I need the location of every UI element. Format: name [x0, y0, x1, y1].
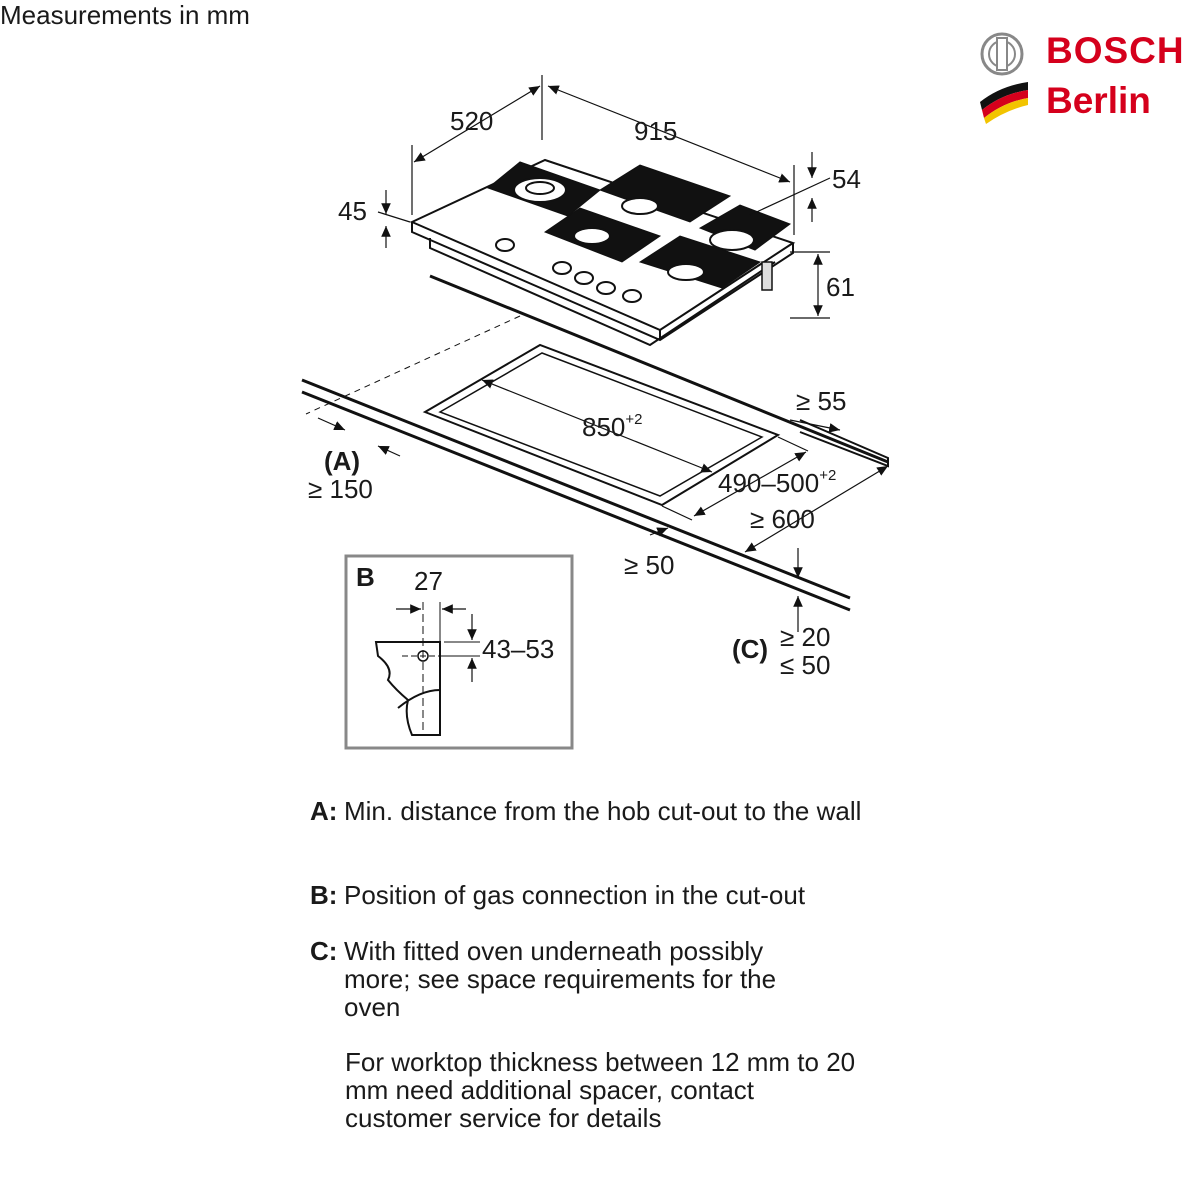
legend-item-c [310, 937, 870, 1021]
inset-b-height: 43–53 [482, 634, 555, 664]
dim-depth: 520 [450, 106, 494, 136]
dim-wall-clearance: ≥ 150 [308, 474, 373, 504]
dim-wall-label: (A) [324, 446, 361, 476]
legend-text: With fitted oven underneath possibly more; see space requirements for the oven [344, 936, 777, 1022]
inset-b-label: B [356, 562, 375, 592]
logo-brand-text: BOSCH [1046, 30, 1185, 71]
legend-text: Min. distance from the hob cut-out to the wall [344, 796, 862, 826]
dim-plate-thickness: 45 [338, 196, 367, 226]
dim-cutout-width: $850^{+2}$ [582, 411, 643, 442]
burner-right [710, 230, 754, 250]
control-knob [496, 239, 514, 251]
burner-middle [574, 228, 610, 244]
control-knob [623, 290, 641, 302]
legend-item-b [310, 881, 870, 909]
legend-key: B: [310, 880, 338, 910]
gas-pipe [762, 262, 772, 290]
dim-c-min: ≥ 20 [780, 622, 831, 652]
control-knob [575, 272, 593, 284]
dim-front-clearance: ≥ 50 [624, 550, 675, 580]
hob-unit [412, 160, 793, 345]
page-title: Measurements in mm [0, 0, 250, 30]
dim-under-height: 61 [826, 272, 855, 302]
dim-top-height: 54 [832, 164, 861, 194]
legend-key: C: [310, 936, 338, 966]
burner-front [668, 264, 704, 280]
dim-c-max: ≤ 50 [780, 650, 831, 680]
legend-text: Position of gas connection in the cut-out [344, 880, 806, 910]
inset-b-width: 27 [414, 566, 443, 596]
dim-c-label: (C) [732, 634, 769, 664]
spacer-note: For worktop thickness between 12 mm to 20 mm need additional spacer, contact customer service for details [345, 1047, 856, 1133]
control-knob [553, 262, 571, 274]
legend-key: A: [310, 796, 338, 826]
control-knob [597, 282, 615, 294]
dim-worktop-depth: ≥ 600 [750, 504, 815, 534]
dim-width: 915 [634, 116, 678, 146]
legend-item-a [310, 797, 870, 825]
logo-city-text: Berlin [1046, 80, 1151, 121]
burner-rear [622, 198, 658, 214]
dim-cutout-depth: $490-500^{+2}$ [718, 467, 837, 498]
dim-rear-clearance: ≥ 55 [796, 386, 847, 416]
